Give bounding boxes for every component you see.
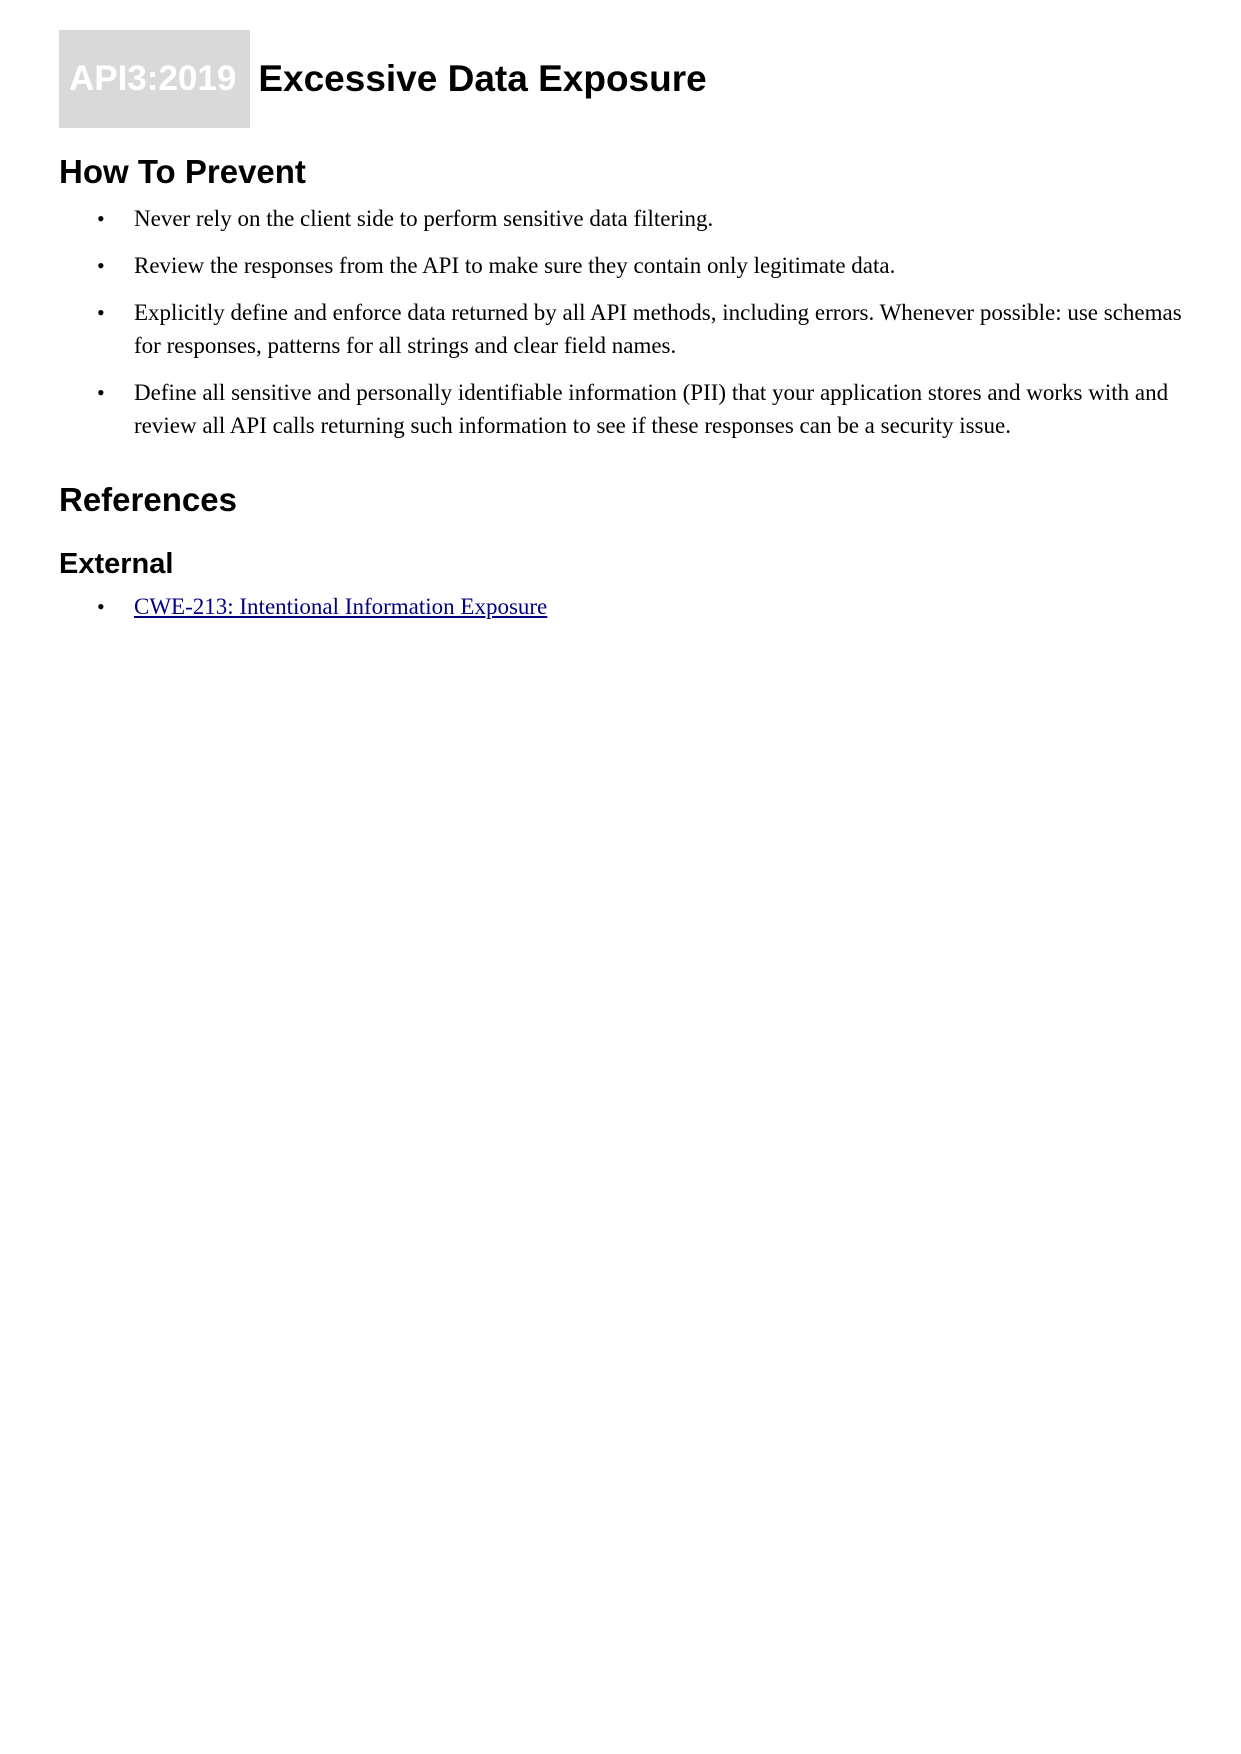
cwe-213-link[interactable]: CWE-213: Intentional Information Exposure	[134, 594, 548, 619]
bullet-icon: •	[97, 300, 105, 325]
title-row	[59, 30, 1189, 128]
list-item	[59, 296, 1189, 362]
list-item	[59, 249, 1189, 282]
list-item-text: Never rely on the client side to perform sensitive data filtering.	[134, 206, 714, 231]
page-title: Excessive Data Exposure	[258, 58, 707, 99]
bullet-icon: •	[97, 594, 105, 619]
list-item	[59, 590, 1189, 623]
prevent-list	[59, 202, 1189, 442]
external-links-list	[59, 590, 1189, 623]
bullet-icon: •	[97, 206, 105, 231]
bullet-icon: •	[97, 253, 105, 278]
list-item-text: Explicitly define and enforce data returned by all API methods, including errors. Whenever possible: use schemas for responses, patterns for all strings and clear field names.	[134, 300, 1182, 358]
list-item-text: Define all sensitive and personally identifiable information (PII) that your application stores and works with and review all API calls returning such information to see if these responses can be a security issue.	[134, 380, 1169, 438]
list-item	[59, 202, 1189, 235]
api-id-badge: API3:2019	[59, 30, 250, 128]
list-item	[59, 376, 1189, 442]
list-item-text: Review the responses from the API to make sure they contain only legitimate data.	[134, 253, 896, 278]
external-heading: External	[59, 548, 174, 580]
references-heading: References	[59, 481, 237, 518]
how-to-prevent-heading: How To Prevent	[59, 153, 306, 190]
bullet-icon: •	[97, 380, 105, 405]
document-page	[59, 30, 1189, 637]
